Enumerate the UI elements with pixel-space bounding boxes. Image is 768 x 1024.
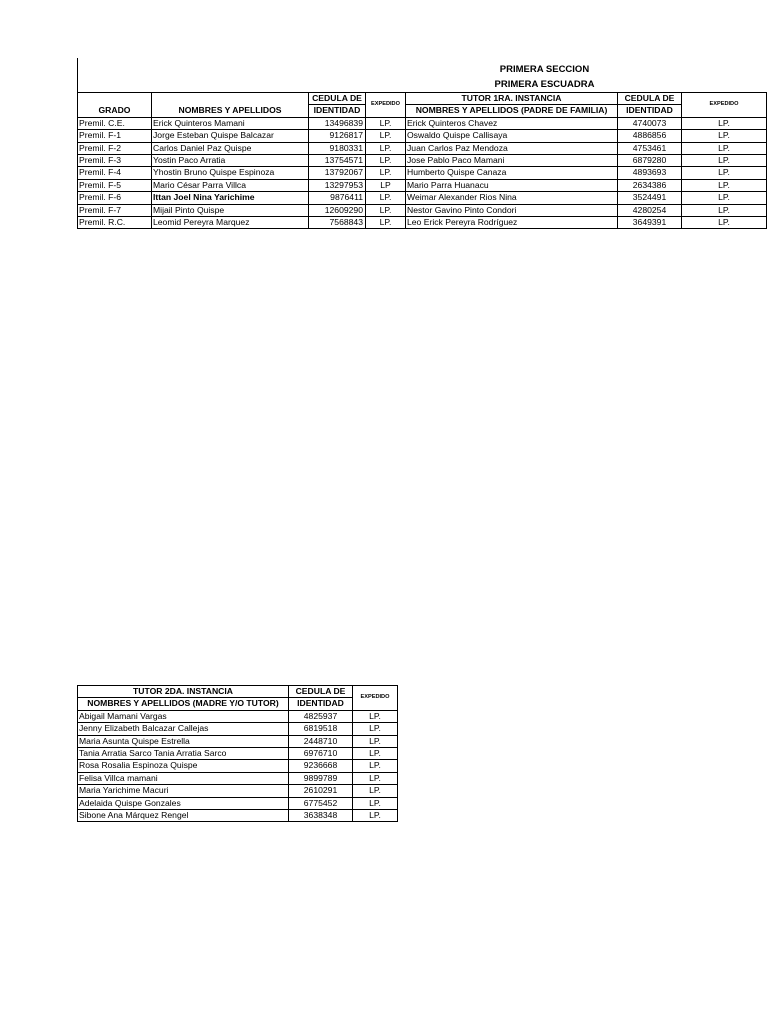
tutor2-cedula-cell: 6819518 bbox=[289, 723, 353, 735]
nombre-cell: Jorge Esteban Quispe Balcazar bbox=[152, 130, 309, 142]
tutor2-expedido-cell: LP. bbox=[353, 710, 398, 722]
tutor2-nombre-cell: Jenny Elizabeth Balcazar Callejas bbox=[78, 723, 289, 735]
tutor-nombre-cell: Juan Carlos Paz Mendoza bbox=[406, 142, 618, 154]
header-tutor2-title: TUTOR 2DA. INSTANCIA bbox=[78, 686, 289, 698]
table-row bbox=[78, 772, 398, 784]
grado-cell: Premil. F-6 bbox=[78, 192, 152, 204]
expedido-cell: LP. bbox=[366, 130, 406, 142]
table-row bbox=[78, 179, 767, 191]
tutor2-nombre-cell: Abigail Mamani Vargas bbox=[78, 710, 289, 722]
main-roster-table bbox=[77, 92, 767, 229]
table-row bbox=[78, 710, 398, 722]
tutor-cedula-cell: 4740073 bbox=[618, 117, 682, 129]
tutor2-nombre-cell: Sibone Ana Márquez Rengel bbox=[78, 810, 289, 822]
table-header-row bbox=[78, 105, 767, 117]
cedula-cell: 13496839 bbox=[309, 117, 366, 129]
table-row bbox=[78, 785, 398, 797]
tutor-nombre-cell: Humberto Quispe Canaza bbox=[406, 167, 618, 179]
header-cedula-bottom: IDENTIDAD bbox=[309, 105, 366, 117]
tutor-cedula-cell: 4893693 bbox=[618, 167, 682, 179]
tutor2-table-body bbox=[78, 710, 398, 822]
table-header-row bbox=[78, 686, 398, 698]
expedido-cell: LP bbox=[366, 179, 406, 191]
cedula-cell: 9126817 bbox=[309, 130, 366, 142]
table-row bbox=[78, 748, 398, 760]
tutor-cedula-cell: 2634386 bbox=[618, 179, 682, 191]
cedula-cell: 9180331 bbox=[309, 142, 366, 154]
header-nombres-spacer bbox=[152, 93, 309, 105]
table-header-row bbox=[78, 93, 767, 105]
table-row bbox=[78, 810, 398, 822]
header-cedula-top: CEDULA DE bbox=[289, 686, 353, 698]
tutor2-cedula-cell: 9236668 bbox=[289, 760, 353, 772]
cedula-cell: 13754571 bbox=[309, 155, 366, 167]
cedula-cell: 13792067 bbox=[309, 167, 366, 179]
grado-cell: Premil. F-4 bbox=[78, 167, 152, 179]
tutor2-expedido-cell: LP. bbox=[353, 735, 398, 747]
header-nombres: NOMBRES Y APELLIDOS bbox=[152, 105, 309, 117]
grado-cell: Premil. R.C. bbox=[78, 217, 152, 229]
tutor-cedula-cell: 4886856 bbox=[618, 130, 682, 142]
tutor2-nombre-cell: Adelaida Quispe Gonzales bbox=[78, 797, 289, 809]
tutor2-cedula-cell: 6775452 bbox=[289, 797, 353, 809]
tutor-nombre-cell: Weimar Alexander Rios Nina bbox=[406, 192, 618, 204]
header-cedula-bottom: IDENTIDAD bbox=[289, 698, 353, 710]
expedido-cell: LP. bbox=[366, 204, 406, 216]
expedido-cell: LP. bbox=[366, 167, 406, 179]
tutor2-nombre-cell: Rosa Rosalia Espinoza Quispe bbox=[78, 760, 289, 772]
tutor-expedido-cell: LP. bbox=[682, 192, 767, 204]
nombre-cell: Mijail Pinto Quispe bbox=[152, 204, 309, 216]
tutor-nombre-cell: Nestor Gavino Pinto Condori bbox=[406, 204, 618, 216]
tutor-nombre-cell: Erick Quinteros Chavez bbox=[406, 117, 618, 129]
tutor-expedido-cell: LP. bbox=[682, 217, 767, 229]
cedula-cell: 9876411 bbox=[309, 192, 366, 204]
grado-cell: Premil. F-1 bbox=[78, 130, 152, 142]
table-row bbox=[78, 723, 398, 735]
tutor-expedido-cell: LP. bbox=[682, 167, 767, 179]
expedido-cell: LP. bbox=[366, 117, 406, 129]
header-cedula2-top: CEDULA DE bbox=[618, 93, 682, 105]
table-row bbox=[78, 192, 767, 204]
table-header-row bbox=[78, 698, 398, 710]
header-tutor1-top: TUTOR 1RA. INSTANCIA bbox=[406, 93, 618, 105]
tutor-nombre-cell: Leo Erick Pereyra Rodríguez bbox=[406, 217, 618, 229]
nombre-cell: Carlos Daniel Paz Quispe bbox=[152, 142, 309, 154]
left-border-line bbox=[77, 58, 78, 92]
tutor2-nombre-cell: Tania Arratia Sarco Tania Arratia Sarco bbox=[78, 748, 289, 760]
header-grado: GRADO bbox=[78, 105, 152, 117]
tutor2-expedido-cell: LP. bbox=[353, 785, 398, 797]
header-expedido: EXPEDIDO bbox=[366, 93, 406, 118]
expedido-cell: LP. bbox=[366, 217, 406, 229]
cedula-cell: 13297953 bbox=[309, 179, 366, 191]
header-tutor1-bottom: NOMBRES Y APELLIDOS (PADRE DE FAMILIA) bbox=[406, 105, 618, 117]
table-row bbox=[78, 797, 398, 809]
table-row bbox=[78, 735, 398, 747]
header-cedula-top: CEDULA DE bbox=[309, 93, 366, 105]
grado-cell: Premil. F-5 bbox=[78, 179, 152, 191]
expedido-cell: LP. bbox=[366, 155, 406, 167]
tutor2-expedido-cell: LP. bbox=[353, 760, 398, 772]
tutor2-cedula-cell: 2448710 bbox=[289, 735, 353, 747]
tutor2-nombre-cell: Felisa Villca mamani bbox=[78, 772, 289, 784]
section-title: PRIMERA SECCION bbox=[499, 64, 590, 75]
table-row bbox=[78, 760, 398, 772]
tutor2-expedido-cell: LP. bbox=[353, 748, 398, 760]
nombre-cell: Yhostin Bruno Quispe Espinoza bbox=[152, 167, 309, 179]
tutor-expedido-cell: LP. bbox=[682, 155, 767, 167]
tutor2-expedido-cell: LP. bbox=[353, 797, 398, 809]
squad-title: PRIMERA ESCUADRA bbox=[494, 79, 595, 90]
table-row bbox=[78, 130, 767, 142]
cedula-cell: 7568843 bbox=[309, 217, 366, 229]
table-row bbox=[78, 204, 767, 216]
tutor2-expedido-cell: LP. bbox=[353, 810, 398, 822]
tutor2-cedula-cell: 4825937 bbox=[289, 710, 353, 722]
tutor2-cedula-cell: 3638348 bbox=[289, 810, 353, 822]
table-row bbox=[78, 155, 767, 167]
tutor2-cedula-cell: 6976710 bbox=[289, 748, 353, 760]
tutor2-nombre-cell: Maria Yarichime Macuri bbox=[78, 785, 289, 797]
nombre-cell: Ittan Joel Nina Yarichime bbox=[152, 192, 309, 204]
table-row bbox=[78, 117, 767, 129]
tutor-nombre-cell: Mario Parra Huanacu bbox=[406, 179, 618, 191]
header-cedula2-bottom: IDENTIDAD bbox=[618, 105, 682, 117]
header-tutor2-nombres: NOMBRES Y APELLIDOS (MADRE Y/O TUTOR) bbox=[78, 698, 289, 710]
tutor-expedido-cell: LP. bbox=[682, 179, 767, 191]
nombre-cell: Erick Quinteros Mamani bbox=[152, 117, 309, 129]
tutor-expedido-cell: LP. bbox=[682, 130, 767, 142]
expedido-cell: LP. bbox=[366, 142, 406, 154]
grado-cell: Premil. F-3 bbox=[78, 155, 152, 167]
header-grado-spacer bbox=[78, 93, 152, 105]
expedido-cell: LP. bbox=[366, 192, 406, 204]
grado-cell: Premil. F-2 bbox=[78, 142, 152, 154]
tutor-cedula-cell: 3524491 bbox=[618, 192, 682, 204]
tutor2-cedula-cell: 2610291 bbox=[289, 785, 353, 797]
tutor-expedido-cell: LP. bbox=[682, 142, 767, 154]
tutor2-expedido-cell: LP. bbox=[353, 723, 398, 735]
grado-cell: Premil. F-7 bbox=[78, 204, 152, 216]
table-row bbox=[78, 142, 767, 154]
table-row bbox=[78, 167, 767, 179]
cedula-cell: 12609290 bbox=[309, 204, 366, 216]
tutor2-expedido-cell: LP. bbox=[353, 772, 398, 784]
table-row bbox=[78, 217, 767, 229]
tutor-nombre-cell: Jose Pablo Paco Mamani bbox=[406, 155, 618, 167]
header-expedido2: EXPEDIDO bbox=[682, 93, 767, 118]
nombre-cell: Mario César Parra Villca bbox=[152, 179, 309, 191]
tutor-expedido-cell: LP. bbox=[682, 204, 767, 216]
tutor2-cedula-cell: 9899789 bbox=[289, 772, 353, 784]
main-table-body bbox=[78, 117, 767, 229]
tutor2-nombre-cell: Maria Asunta Quispe Estrella bbox=[78, 735, 289, 747]
tutor-cedula-cell: 6879280 bbox=[618, 155, 682, 167]
grado-cell: Premil. C.E. bbox=[78, 117, 152, 129]
tutor2-table bbox=[77, 685, 398, 822]
nombre-cell: Yostin Paco Arratia bbox=[152, 155, 309, 167]
tutor-cedula-cell: 4753461 bbox=[618, 142, 682, 154]
tutor-cedula-cell: 3649391 bbox=[618, 217, 682, 229]
header-expedido: EXPEDIDO bbox=[353, 686, 398, 711]
tutor-expedido-cell: LP. bbox=[682, 117, 767, 129]
nombre-cell: Leomid Pereyra Marquez bbox=[152, 217, 309, 229]
tutor-nombre-cell: Oswaldo Quispe Callisaya bbox=[406, 130, 618, 142]
tutor-cedula-cell: 4280254 bbox=[618, 204, 682, 216]
